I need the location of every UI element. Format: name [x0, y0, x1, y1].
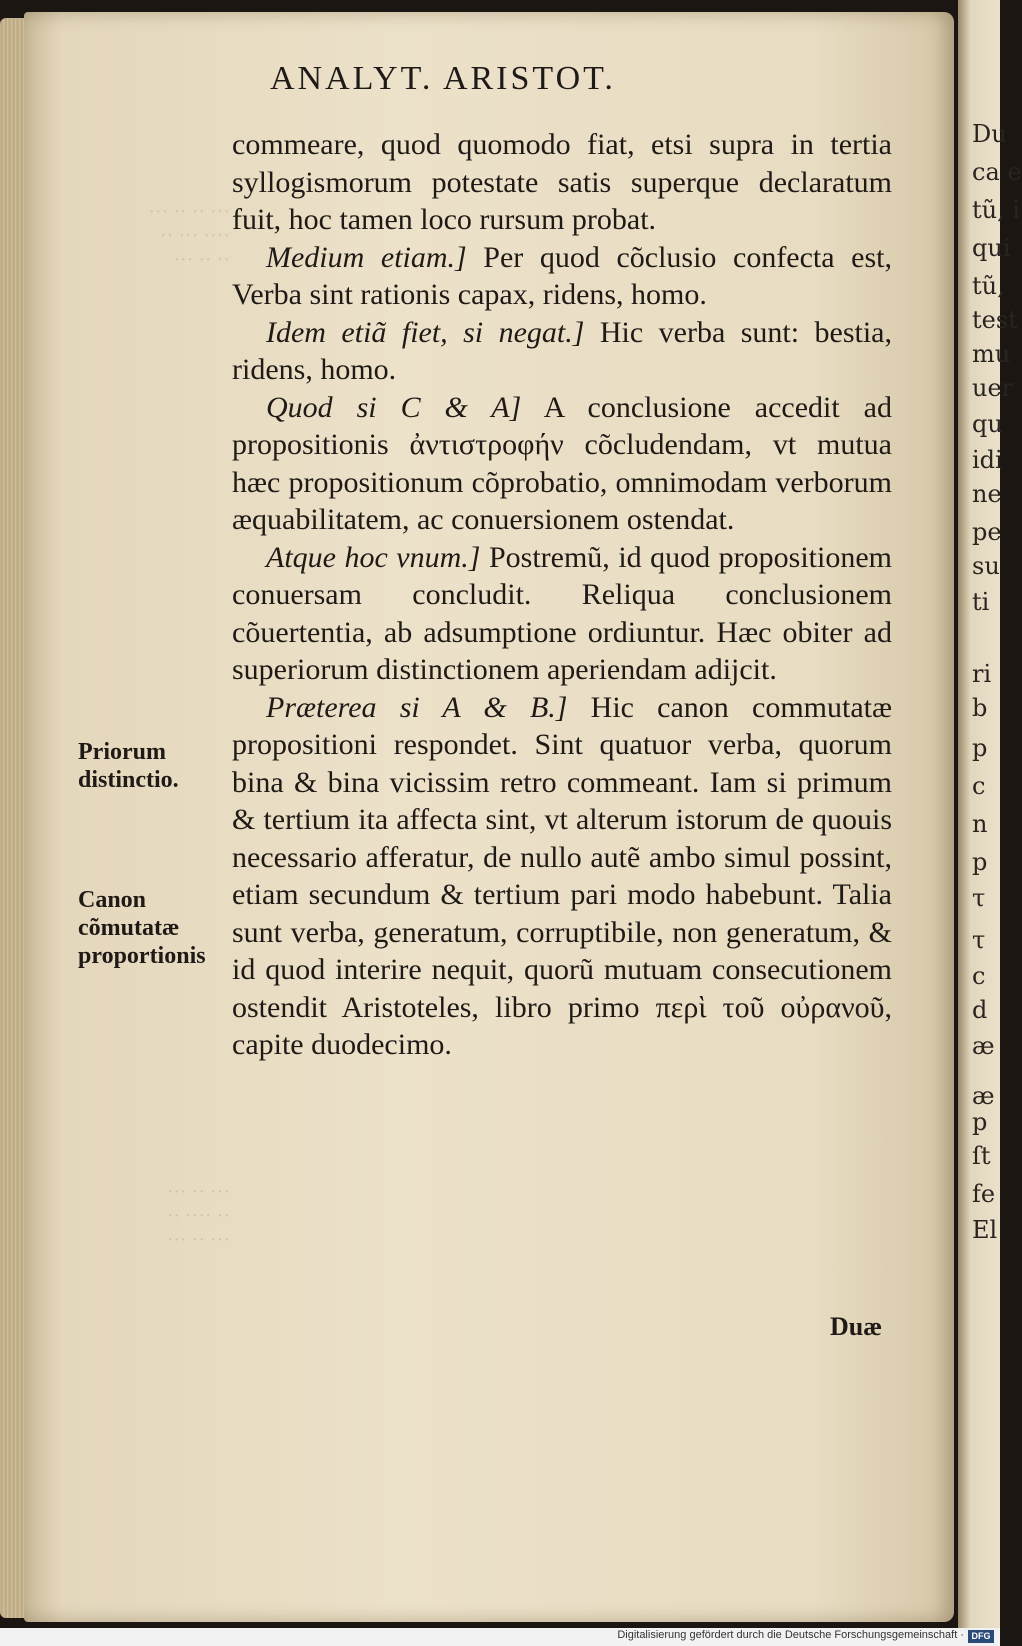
- facing-page-fragment: El: [972, 1216, 998, 1244]
- facing-page-fragment: qui: [972, 234, 1011, 262]
- facing-page-fragment: æ: [972, 1032, 995, 1060]
- facing-page-fragment: qu: [972, 410, 1003, 438]
- facing-page-fragment: τ: [972, 926, 986, 954]
- paragraph: Medium etiam.] Per quod cõclusio confecta est, Verba sint rationis capax, ridens, homo.: [232, 240, 892, 311]
- facing-page-fragment: c: [972, 962, 986, 990]
- main-text: [232, 126, 892, 1064]
- facing-page-fragment: ca e: [972, 158, 1022, 186]
- paragraph: Præterea si A & B.] Hic canon commutatæ propositioni respondet. Sint quatuor verba, quorum bina & bina vicissim retro commeant. Iam si primum & tertium ita affecta sint, vt alterum istorum de quouis necessario afferatur, de nullo autẽ ambo simul possint, etiam secundum & tertium pari modo habebunt. Talia sunt verba, generatum, corruptibile, non generatum, & id quod interire nequit, quorũ mutuam consecutionem ostendit Aristoteles, libro primo περὶ τοῦ οὐρανοῦ, capite duodecimo.: [232, 690, 892, 1061]
- paragraph: commeare, quod quomodo fiat, etsi supra in tertia syllogismorum potestate satis superque declaratum fuit, hoc tamen loco rursum probat.: [232, 128, 892, 236]
- facing-page-edge: [958, 0, 1022, 1628]
- catchword: Duæ: [830, 1312, 883, 1341]
- facing-page-fragment: ti: [972, 588, 990, 616]
- facing-page-fragment: b: [972, 694, 988, 722]
- facing-page-fragment: p: [972, 1108, 988, 1136]
- facing-page-fragment: fe: [972, 1180, 996, 1208]
- facing-page-fragment: test: [972, 306, 1018, 334]
- facing-page-fragment: ne: [972, 480, 1002, 508]
- facing-page-fragment: c: [972, 772, 986, 800]
- facing-page-fragment: æ: [972, 1082, 995, 1110]
- facing-page-fragment: Du: [972, 120, 1007, 148]
- dfg-logo: DFG: [968, 1630, 994, 1643]
- margin-note-canon: Canon cõmutatæ proportionis: [78, 887, 206, 969]
- facing-page-fragment: ri: [972, 660, 992, 688]
- facing-page-fragment: tũ,: [972, 272, 1005, 300]
- facing-page-fragment: d: [972, 996, 988, 1024]
- facing-page-fragment: τ: [972, 884, 986, 912]
- facing-page-fragment: pe: [972, 518, 1002, 546]
- margin-note-priorum: Priorum distinctio.: [78, 739, 179, 793]
- facing-page-fragment: tũ, i: [972, 196, 1021, 224]
- footer-credit: Digitalisierung gefördert durch die Deutsche Forschungsgemeinschaft ·: [617, 1629, 964, 1641]
- facing-page-fragment: mu: [972, 340, 1011, 368]
- bleed-through-text: ··· ·· ·· ··· ·· ··· ···· ··· ·· ··: [148, 201, 230, 271]
- facing-page-fragment: n: [972, 810, 988, 838]
- facing-page-fragment: p: [972, 848, 988, 876]
- facing-page-fragment: idi: [972, 446, 1003, 474]
- paragraph: Idem etiã fiet, si negat.] Hic verba sunt: bestia, ridens, homo.: [232, 315, 892, 386]
- book-edge-left: [0, 18, 26, 1618]
- running-head: ANALYT. ARISTOT.: [270, 60, 616, 97]
- facing-page-fragment: ſt: [972, 1142, 991, 1170]
- bleed-through-text: ··· ·· ··· ·· ···· ·· ··· ·· ···: [166, 1181, 230, 1251]
- paragraph: Atque hoc vnum.] Postremũ, id quod propositionem conuersam concludit. Reliqua conclusionem cõuertentia, ab adsumptione ordiuntur. Hæc obiter ad superiorum distinctionem aperiendam adijcit.: [232, 540, 892, 686]
- facing-page-fragment: p: [972, 734, 988, 762]
- facing-page-fragment: su: [972, 552, 1000, 580]
- paragraph: Quod si C & A] A conclusione accedit ad propositionis ἀντιστροφήν cõcludendam, vt mutua hæc propositionum cõprobatio, omnimodam verborum æquabilitatem, ac conuersionem ostendat.: [232, 390, 892, 536]
- facing-page-fragment: uer: [972, 374, 1014, 402]
